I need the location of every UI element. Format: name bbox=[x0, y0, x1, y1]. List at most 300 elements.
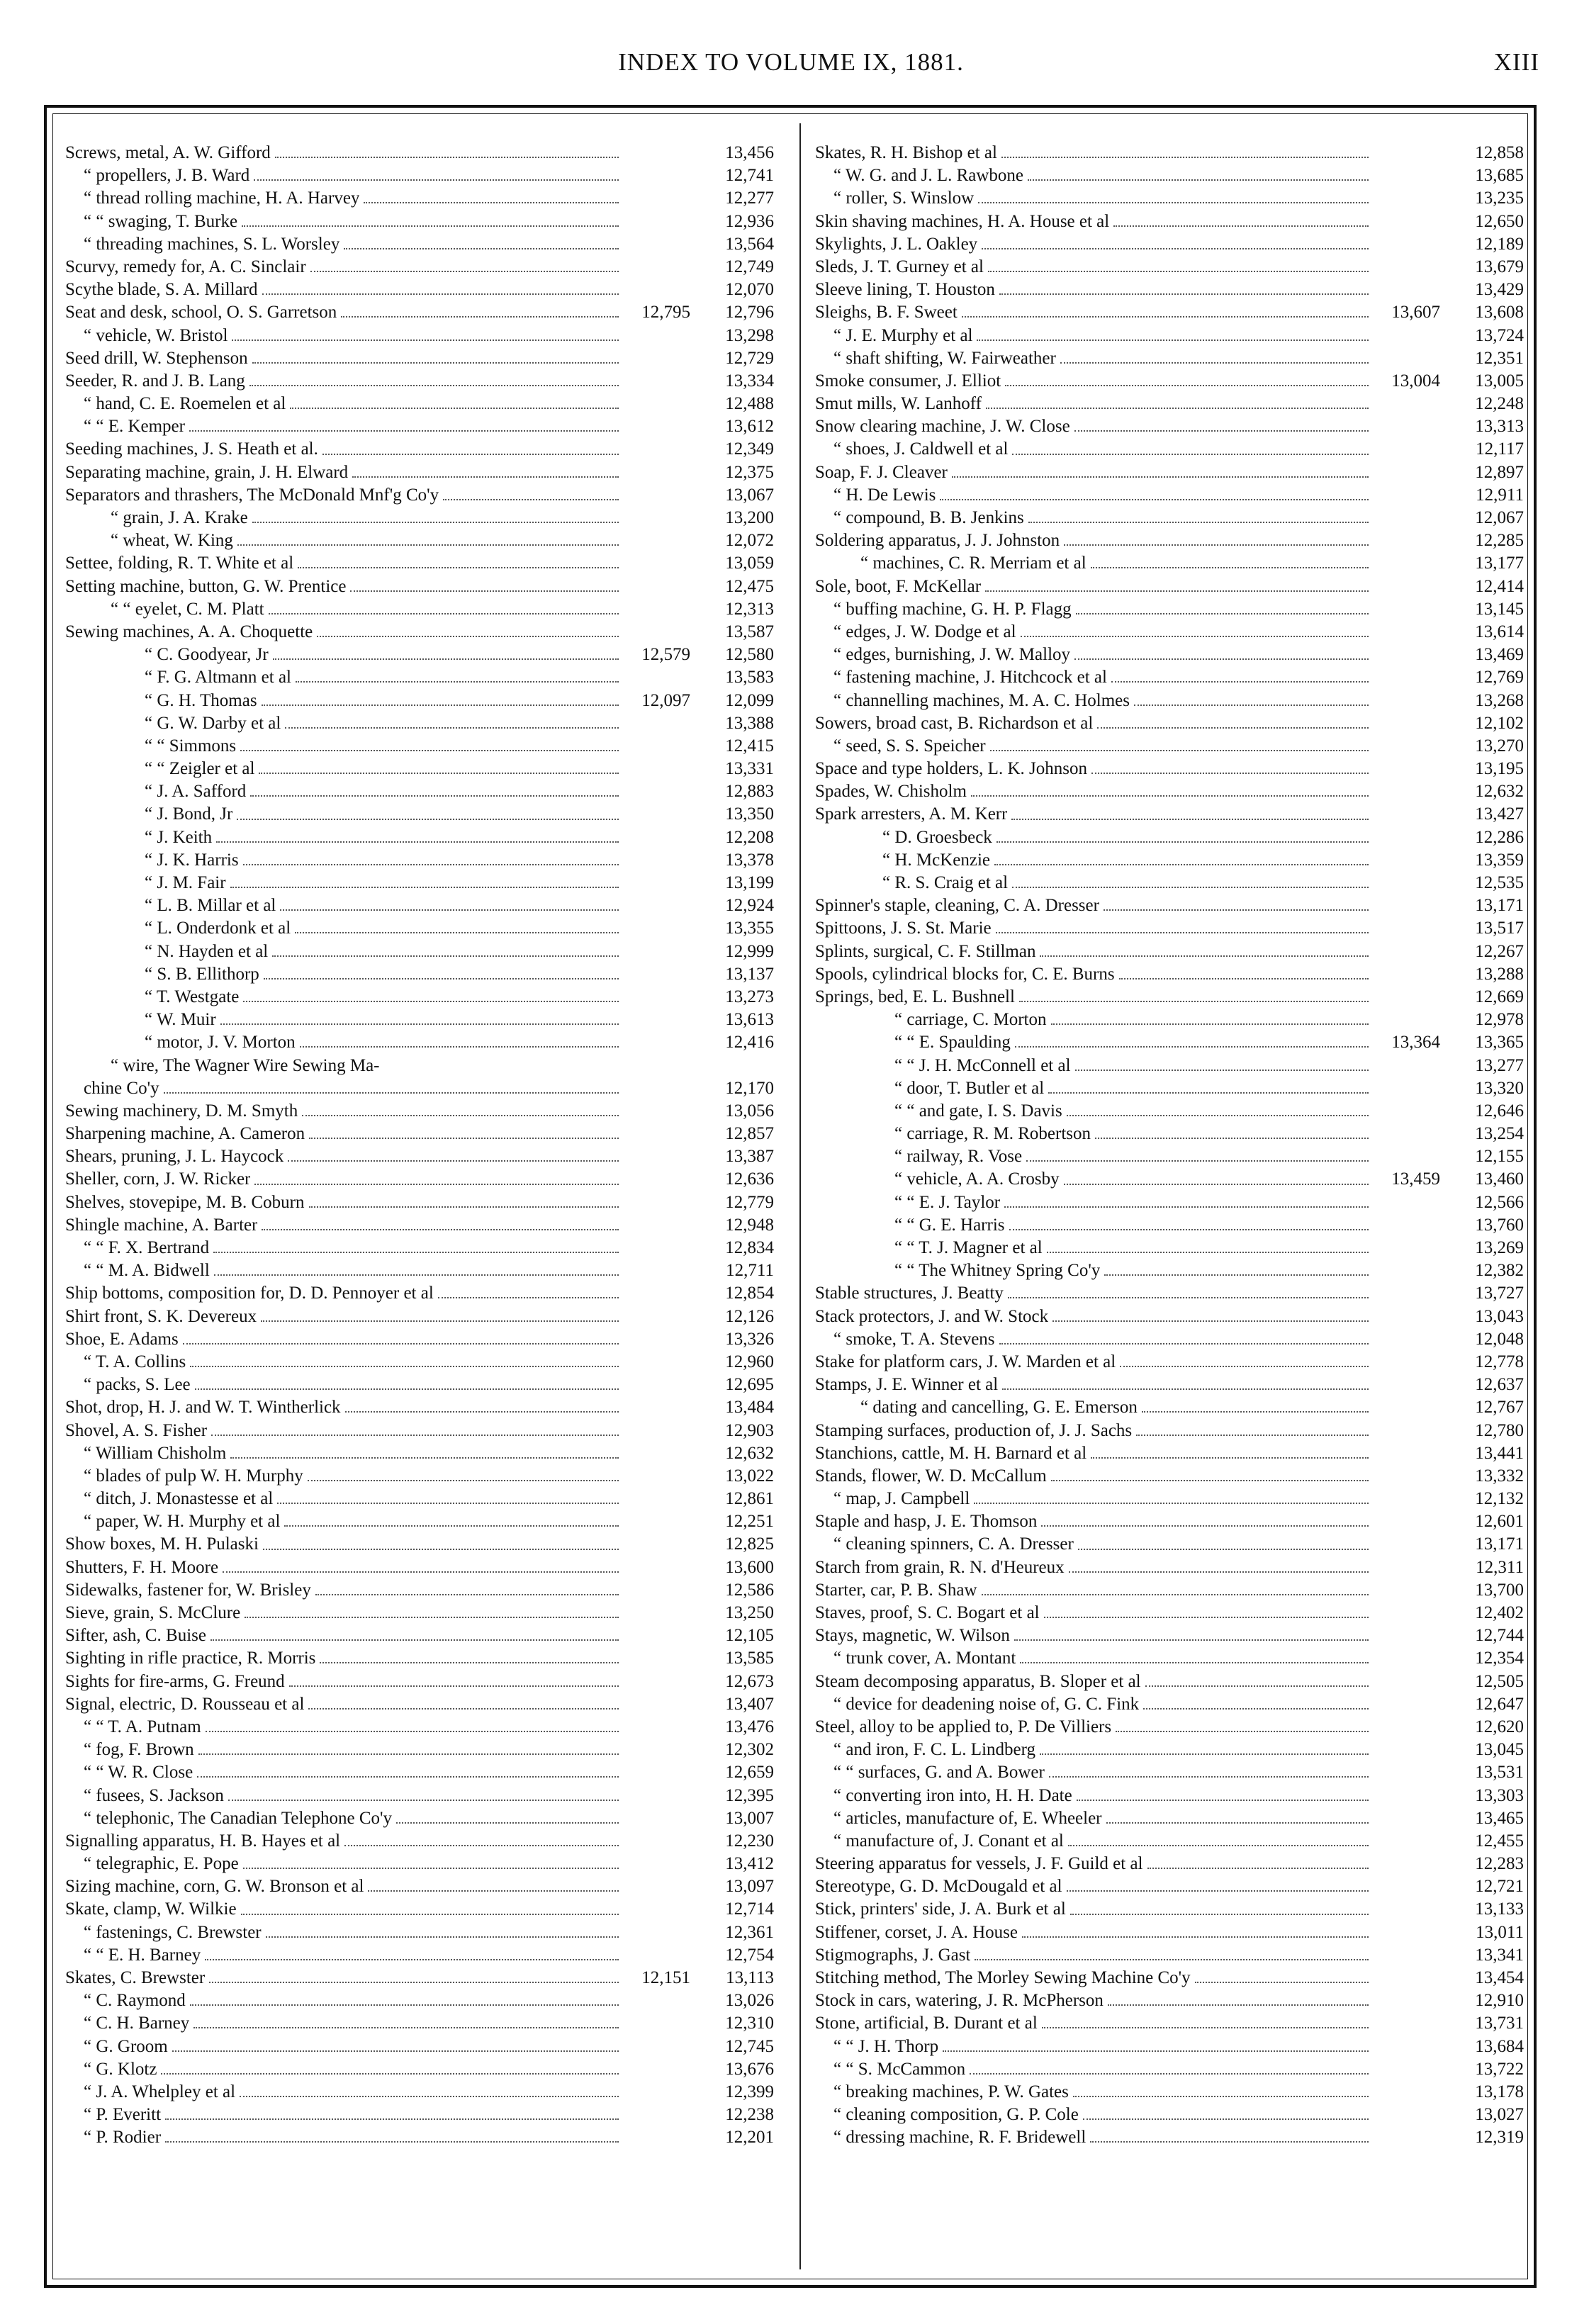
entry-patent-number: 12,189 bbox=[1475, 234, 1524, 254]
entry-text: “ fusees, S. Jackson bbox=[84, 1785, 224, 1805]
entry-text: Settee, folding, R. T. White et al bbox=[65, 554, 294, 573]
index-entry bbox=[65, 1785, 774, 1807]
dot-leader bbox=[1195, 1982, 1369, 1983]
index-entry bbox=[65, 393, 774, 415]
entry-patent-number: 12,310 bbox=[725, 2014, 774, 2033]
entry-patent-number: 12,695 bbox=[725, 1375, 774, 1395]
index-entry bbox=[815, 1420, 1524, 1442]
index-entry bbox=[65, 1693, 774, 1716]
entry-text: “ “ J. H. McConnell et al bbox=[894, 1055, 1071, 1075]
entry-text: “ paper, W. H. Murphy et al bbox=[84, 1512, 281, 1532]
entry-text: Stands, flower, W. D. McCallum bbox=[815, 1466, 1047, 1486]
entry-patent-number: 13,059 bbox=[725, 554, 774, 573]
entry-text: “ C. Goodyear, Jr bbox=[145, 645, 269, 665]
entry-text: “ packs, S. Lee bbox=[84, 1375, 191, 1395]
entry-patent-number: 12,230 bbox=[725, 1831, 774, 1851]
entry-text: Skates, C. Brewster bbox=[65, 1968, 206, 1987]
entry-patent-number: 12,102 bbox=[1475, 713, 1524, 733]
dot-leader bbox=[1075, 1070, 1369, 1071]
index-entry bbox=[815, 803, 1524, 826]
entry-patent-number: 12,414 bbox=[1475, 576, 1524, 596]
dot-leader bbox=[1074, 658, 1369, 660]
index-entry bbox=[65, 963, 774, 986]
dot-leader bbox=[262, 1229, 619, 1230]
dot-leader bbox=[1116, 1731, 1369, 1732]
entry-text: “ channelling machines, M. A. C. Holmes bbox=[833, 690, 1130, 710]
index-entry bbox=[65, 1944, 774, 1967]
entry-text: “ articles, manufacture of, E. Wheeler bbox=[833, 1808, 1102, 1828]
index-entry bbox=[815, 1830, 1524, 1853]
entry-text: “ carriage, R. M. Robertson bbox=[894, 1124, 1091, 1144]
entry-patent-number: 13,460 bbox=[1475, 1169, 1524, 1189]
entry-patent-number: 12,286 bbox=[1475, 827, 1524, 847]
entry-text: “ “ S. McCammon bbox=[833, 2059, 966, 2079]
entry-patent-number: 13,429 bbox=[1475, 280, 1524, 300]
entry-patent-number: 12,067 bbox=[1475, 508, 1524, 527]
entry-patent-number: 13,355 bbox=[725, 919, 774, 938]
index-entry bbox=[65, 415, 774, 438]
entry-patent-number: 12,351 bbox=[1475, 348, 1524, 368]
index-entry bbox=[65, 233, 774, 256]
entry-patent-number: 13,133 bbox=[1475, 1899, 1524, 1919]
entry-patent-number: 12,659 bbox=[725, 1763, 774, 1783]
dot-leader bbox=[982, 248, 1369, 249]
entry-text: “ C. H. Barney bbox=[84, 2014, 190, 2033]
dot-leader bbox=[1012, 887, 1369, 888]
entry-text: Separators and thrashers, The McDonald Mnf'g Co'y bbox=[65, 485, 439, 505]
dot-leader bbox=[161, 2073, 619, 2075]
index-entry bbox=[815, 2104, 1524, 2126]
dot-leader bbox=[1001, 157, 1369, 158]
entry-text: Shelves, stovepipe, M. B. Coburn bbox=[65, 1192, 305, 1212]
entry-patent-number: 13,608 bbox=[1475, 303, 1524, 322]
entry-text: “ compound, B. B. Jenkins bbox=[833, 508, 1024, 527]
dot-leader bbox=[364, 202, 619, 203]
dot-leader bbox=[1111, 681, 1369, 683]
entry-text: “ dating and cancelling, G. E. Emerson bbox=[860, 1398, 1138, 1418]
entry-alt-number: 13,364 bbox=[1391, 1033, 1440, 1052]
dot-leader bbox=[1022, 1936, 1369, 1938]
entry-alt-number: 12,795 bbox=[641, 303, 690, 322]
dot-leader bbox=[230, 1457, 619, 1459]
entry-text: “ manufacture of, J. Conant et al bbox=[833, 1831, 1064, 1851]
entry-patent-number: 13,760 bbox=[1475, 1215, 1524, 1235]
entry-patent-number: 13,465 bbox=[1475, 1808, 1524, 1828]
entry-text: Stigmographs, J. Gast bbox=[815, 1945, 971, 1965]
index-entry bbox=[815, 393, 1524, 415]
dot-leader bbox=[1106, 1822, 1369, 1824]
index-entry bbox=[815, 1031, 1524, 1054]
index-entry bbox=[815, 1556, 1524, 1579]
index-entry bbox=[815, 1237, 1524, 1259]
dot-leader bbox=[243, 1001, 619, 1002]
index-entry bbox=[65, 1351, 774, 1374]
entry-text: Sharpening machine, A. Cameron bbox=[65, 1124, 305, 1144]
index-entry bbox=[65, 1716, 774, 1739]
entry-text: “ shoes, J. Caldwell et al bbox=[833, 439, 1009, 459]
entry-patent-number: 12,416 bbox=[725, 1033, 774, 1052]
dot-leader bbox=[1015, 1046, 1369, 1048]
dot-leader bbox=[205, 1959, 619, 1960]
entry-text: Splints, surgical, C. F. Stillman bbox=[815, 941, 1036, 961]
entry-text: Stable structures, J. Beatty bbox=[815, 1284, 1004, 1303]
dot-leader bbox=[190, 2004, 619, 2006]
entry-patent-number: 12,402 bbox=[1475, 1603, 1524, 1622]
dot-leader bbox=[315, 1594, 619, 1595]
entry-text: “ “ The Whitney Spring Co'y bbox=[894, 1261, 1101, 1281]
entry-text: Skates, R. H. Bishop et al bbox=[815, 143, 997, 162]
entry-patent-number: 13,067 bbox=[725, 485, 774, 505]
index-entry bbox=[65, 1647, 774, 1670]
dot-leader bbox=[298, 567, 619, 568]
entry-text: Smoke consumer, J. Elliot bbox=[815, 371, 1001, 391]
entry-patent-number: 12,721 bbox=[1475, 1877, 1524, 1897]
index-entry bbox=[815, 1761, 1524, 1784]
index-entry bbox=[815, 438, 1524, 461]
entry-text: Sole, boot, F. McKellar bbox=[815, 576, 982, 596]
entry-patent-number: 12,048 bbox=[1475, 1329, 1524, 1349]
index-entry bbox=[65, 1168, 774, 1191]
entry-alt-number: 13,459 bbox=[1391, 1169, 1440, 1189]
entry-text: Skylights, J. L. Oakley bbox=[815, 234, 978, 254]
entry-patent-number: 13,273 bbox=[725, 987, 774, 1006]
entry-patent-number: 12,070 bbox=[725, 280, 774, 300]
entry-text: Stone, artificial, B. Durant et al bbox=[815, 2014, 1038, 2033]
entry-patent-number: 12,632 bbox=[1475, 782, 1524, 802]
dot-leader bbox=[1095, 1138, 1369, 1139]
dot-leader bbox=[252, 362, 619, 364]
index-entry bbox=[815, 1807, 1524, 1830]
index-entry bbox=[65, 1396, 774, 1419]
entry-patent-number: 12,488 bbox=[725, 394, 774, 414]
dot-leader bbox=[1008, 1297, 1369, 1298]
index-entry bbox=[815, 666, 1524, 689]
dot-leader bbox=[1067, 1890, 1369, 1892]
entry-text: “ shaft shifting, W. Fairweather bbox=[833, 348, 1056, 368]
entry-text: Setting machine, button, G. W. Prentice bbox=[65, 576, 347, 596]
entry-text: “ G. Groom bbox=[84, 2036, 168, 2056]
entry-patent-number: 13,270 bbox=[1475, 736, 1524, 756]
dot-leader bbox=[210, 1639, 619, 1641]
dot-leader bbox=[1048, 1092, 1369, 1094]
entry-patent-number: 12,754 bbox=[725, 1945, 774, 1965]
index-entry bbox=[65, 1830, 774, 1853]
entry-patent-number: 12,580 bbox=[725, 645, 774, 665]
index-entry bbox=[815, 1716, 1524, 1739]
entry-patent-number: 12,745 bbox=[725, 2036, 774, 2056]
entry-patent-number: 13,427 bbox=[1475, 804, 1524, 824]
index-entry bbox=[815, 1396, 1524, 1419]
index-entry bbox=[815, 1442, 1524, 1465]
entry-text: “ William Chisholm bbox=[84, 1443, 227, 1463]
index-entry bbox=[815, 325, 1524, 347]
entry-patent-number: 12,779 bbox=[725, 1192, 774, 1212]
entry-patent-number: 12,382 bbox=[1475, 1261, 1524, 1281]
entry-patent-number: 13,724 bbox=[1475, 325, 1524, 345]
dot-leader bbox=[1067, 1115, 1369, 1116]
index-entry bbox=[815, 301, 1524, 324]
entry-text: Separating machine, grain, J. H. Elward bbox=[65, 462, 349, 482]
entry-patent-number: 12,399 bbox=[725, 2082, 774, 2101]
column-divider bbox=[799, 123, 801, 2269]
entry-patent-number: 12,505 bbox=[1475, 1671, 1524, 1691]
index-entry bbox=[815, 1671, 1524, 1693]
entry-patent-number: 13,388 bbox=[725, 713, 774, 733]
entry-patent-number: 12,669 bbox=[1475, 987, 1524, 1006]
entry-text: Steam decomposing apparatus, B. Sloper et al bbox=[815, 1671, 1141, 1691]
index-entry bbox=[65, 1100, 774, 1123]
index-entry bbox=[815, 872, 1524, 894]
entry-text: “ “ E. Spaulding bbox=[894, 1033, 1011, 1052]
index-entry bbox=[815, 1282, 1524, 1305]
entry-text: Stanchions, cattle, M. H. Barnard et al bbox=[815, 1443, 1087, 1463]
dot-leader bbox=[273, 658, 619, 660]
entry-text: “ ditch, J. Monastesse et al bbox=[84, 1489, 274, 1509]
entry-patent-number: 13,587 bbox=[725, 622, 774, 641]
index-entry bbox=[65, 142, 774, 164]
dot-leader bbox=[1005, 385, 1369, 386]
entry-patent-number: 13,145 bbox=[1475, 599, 1524, 619]
index-entry bbox=[65, 917, 774, 940]
dot-leader bbox=[1091, 1457, 1369, 1459]
entry-patent-number: 13,011 bbox=[1476, 1922, 1524, 1942]
entry-text: “ cleaning spinners, C. A. Dresser bbox=[833, 1534, 1074, 1554]
dot-leader bbox=[977, 339, 1369, 341]
index-entry bbox=[65, 1967, 774, 1989]
index-entry bbox=[65, 644, 774, 666]
entry-patent-number: 13,313 bbox=[1475, 417, 1524, 437]
entry-alt-number: 12,097 bbox=[641, 690, 690, 710]
index-entry bbox=[815, 1306, 1524, 1328]
entry-text: “ J. Keith bbox=[145, 827, 213, 847]
dot-leader bbox=[940, 499, 1369, 500]
entry-text: Sowers, broad cast, B. Richardson et al bbox=[815, 713, 1094, 733]
entry-text: chine Co'y bbox=[84, 1078, 159, 1098]
entry-patent-number: 13,097 bbox=[725, 1877, 774, 1897]
dot-leader bbox=[1076, 613, 1369, 614]
entry-text: “ blades of pulp W. H. Murphy bbox=[84, 1466, 303, 1486]
dot-leader bbox=[1004, 1206, 1369, 1208]
dot-leader bbox=[1011, 819, 1369, 820]
entry-patent-number: 12,375 bbox=[725, 462, 774, 482]
index-entry bbox=[815, 507, 1524, 529]
entry-patent-number: 12,126 bbox=[725, 1306, 774, 1326]
dot-leader bbox=[165, 2118, 619, 2120]
entry-patent-number: 12,729 bbox=[725, 348, 774, 368]
entry-text: “ propellers, J. B. Ward bbox=[84, 166, 250, 186]
entry-patent-number: 13,365 bbox=[1475, 1033, 1524, 1052]
dot-leader bbox=[1083, 2118, 1369, 2120]
dot-leader bbox=[1134, 705, 1369, 706]
dot-leader bbox=[978, 202, 1369, 203]
index-entry bbox=[65, 1420, 774, 1442]
index-entry bbox=[65, 621, 774, 644]
dot-leader bbox=[1020, 1662, 1369, 1663]
dot-leader bbox=[1051, 1023, 1369, 1025]
dot-leader bbox=[189, 430, 619, 432]
entry-text: “ “ J. H. Thorp bbox=[833, 2036, 939, 2056]
index-entry bbox=[815, 1145, 1524, 1168]
entry-text: Snow clearing machine, J. W. Close bbox=[815, 417, 1070, 437]
entry-text: Shovel, A. S. Fisher bbox=[65, 1420, 208, 1440]
dot-leader bbox=[240, 2096, 619, 2097]
entry-patent-number: 12,155 bbox=[1475, 1147, 1524, 1167]
index-entry bbox=[65, 1214, 774, 1237]
entry-patent-number: 12,854 bbox=[725, 1284, 774, 1303]
entry-text: “ fastening machine, J. Hitchcock et al bbox=[833, 668, 1107, 687]
index-entry bbox=[65, 1921, 774, 1944]
dot-leader bbox=[254, 1184, 619, 1185]
entry-text: Stamps, J. E. Winner et al bbox=[815, 1375, 999, 1395]
dot-leader bbox=[962, 316, 1369, 318]
entry-patent-number: 13,679 bbox=[1475, 257, 1524, 276]
entry-text: “ buffing machine, G. H. P. Flagg bbox=[833, 599, 1072, 619]
index-entry bbox=[65, 2081, 774, 2104]
entry-patent-number: 13,005 bbox=[1475, 371, 1524, 391]
dot-leader bbox=[438, 1297, 619, 1298]
dot-leader bbox=[288, 1160, 619, 1162]
entry-text: “ T. A. Collins bbox=[84, 1352, 186, 1371]
entry-patent-number: 13,171 bbox=[1475, 896, 1524, 916]
index-entry bbox=[65, 1055, 774, 1077]
entry-patent-number: 12,673 bbox=[725, 1671, 774, 1691]
entry-patent-number: 13,303 bbox=[1475, 1785, 1524, 1805]
dot-leader bbox=[285, 727, 619, 729]
dot-leader bbox=[1142, 1411, 1369, 1413]
entry-patent-number: 12,978 bbox=[1475, 1010, 1524, 1030]
entry-text: Stack protectors, J. and W. Stock bbox=[815, 1306, 1049, 1326]
entry-patent-number: 12,099 bbox=[725, 690, 774, 710]
index-entry bbox=[65, 1989, 774, 2012]
dot-leader bbox=[1077, 1800, 1369, 1801]
entry-text: Sifter, ash, C. Buise bbox=[65, 1626, 206, 1646]
index-entry bbox=[65, 941, 774, 963]
entry-patent-number: 12,354 bbox=[1475, 1649, 1524, 1668]
entry-patent-number: 13,250 bbox=[725, 1603, 774, 1622]
entry-text: Shot, drop, H. J. and W. T. Wintherlick bbox=[65, 1398, 341, 1418]
entry-patent-number: 12,647 bbox=[1475, 1694, 1524, 1714]
index-entry bbox=[815, 164, 1524, 187]
dot-leader bbox=[308, 1708, 619, 1710]
dot-leader bbox=[1049, 1776, 1369, 1778]
index-entry bbox=[815, 1624, 1524, 1647]
dot-leader bbox=[172, 2050, 619, 2052]
entry-text: Soldering apparatus, J. J. Johnston bbox=[815, 531, 1060, 551]
index-entry bbox=[815, 210, 1524, 233]
dot-leader bbox=[308, 1480, 619, 1481]
entry-patent-number: 12,620 bbox=[1475, 1717, 1524, 1736]
index-entry bbox=[65, 758, 774, 780]
index-entry bbox=[65, 598, 774, 621]
entry-patent-number: 12,238 bbox=[725, 2105, 774, 2125]
entry-patent-number: 12,780 bbox=[1475, 1420, 1524, 1440]
entry-text: “ P. Rodier bbox=[84, 2128, 162, 2148]
dot-leader bbox=[1064, 544, 1369, 546]
page-number: XIII bbox=[1493, 48, 1539, 76]
entry-patent-number: 13,056 bbox=[725, 1101, 774, 1121]
entry-patent-number: 13,268 bbox=[1475, 690, 1524, 710]
index-entry bbox=[65, 529, 774, 552]
dot-leader bbox=[296, 681, 619, 683]
entry-text: “ fastenings, C. Brewster bbox=[84, 1922, 262, 1942]
dot-leader bbox=[290, 408, 619, 409]
index-entry bbox=[65, 438, 774, 461]
entry-text: “ H. McKenzie bbox=[882, 850, 991, 870]
index-entry bbox=[815, 1168, 1524, 1191]
entry-patent-number: 13,269 bbox=[1475, 1238, 1524, 1257]
entry-patent-number: 13,441 bbox=[1475, 1443, 1524, 1463]
entry-patent-number: 13,731 bbox=[1475, 2014, 1524, 2033]
entry-text: “ “ surfaces, G. and A. Bower bbox=[833, 1763, 1045, 1783]
entry-patent-number: 12,999 bbox=[725, 941, 774, 961]
entry-patent-number: 13,378 bbox=[725, 850, 774, 870]
entry-text: Stays, magnetic, W. Wilson bbox=[815, 1626, 1010, 1646]
index-entry bbox=[815, 347, 1524, 370]
index-entry bbox=[815, 484, 1524, 507]
entry-text: Space and type holders, L. K. Johnson bbox=[815, 759, 1087, 779]
entry-text: “ D. Groesbeck bbox=[882, 827, 992, 847]
index-entry bbox=[815, 963, 1524, 986]
dot-leader bbox=[277, 1503, 619, 1504]
index-entry bbox=[815, 849, 1524, 872]
dot-leader bbox=[300, 1046, 619, 1048]
entry-text: “ G. Klotz bbox=[84, 2059, 157, 2079]
entry-patent-number: 12,834 bbox=[725, 1238, 774, 1257]
entry-patent-number: 13,676 bbox=[725, 2059, 774, 2079]
index-entry bbox=[815, 233, 1524, 256]
dot-leader bbox=[262, 705, 619, 706]
index-entry bbox=[815, 529, 1524, 552]
dot-leader bbox=[1136, 1435, 1369, 1436]
entry-text: “ fog, F. Brown bbox=[84, 1740, 194, 1760]
dot-leader bbox=[1009, 1229, 1369, 1230]
entry-patent-number: 13,456 bbox=[725, 143, 774, 162]
dot-leader bbox=[986, 408, 1369, 409]
dot-leader bbox=[289, 1685, 619, 1687]
entry-patent-number: 12,903 bbox=[725, 1420, 774, 1440]
dot-leader bbox=[1019, 1001, 1369, 1002]
entry-text: Steel, alloy to be applied to, P. De Villiers bbox=[815, 1717, 1112, 1736]
entry-patent-number: 12,924 bbox=[725, 896, 774, 916]
index-entry bbox=[815, 690, 1524, 712]
entry-text: Smut mills, W. Lanhoff bbox=[815, 394, 982, 414]
entry-text: “ “ E. H. Barney bbox=[84, 1945, 201, 1965]
dot-leader bbox=[214, 1274, 619, 1276]
entry-text: Shirt front, S. K. Devereux bbox=[65, 1306, 257, 1326]
index-entry bbox=[65, 2036, 774, 2058]
index-entry bbox=[815, 1488, 1524, 1510]
index-entry bbox=[65, 1123, 774, 1145]
dot-leader bbox=[198, 1753, 619, 1755]
entry-text: “ H. De Lewis bbox=[833, 485, 936, 505]
dot-leader bbox=[1104, 909, 1369, 911]
entry-text: Stock in cars, watering, J. R. McPherson bbox=[815, 1991, 1104, 2011]
entry-patent-number: 12,285 bbox=[1475, 531, 1524, 551]
entry-patent-number: 13,727 bbox=[1475, 1284, 1524, 1303]
dot-leader bbox=[1074, 430, 1369, 432]
entry-text: “ map, J. Campbell bbox=[833, 1489, 970, 1509]
dot-leader bbox=[242, 225, 619, 227]
dot-leader bbox=[211, 1435, 619, 1436]
entry-patent-number: 12,601 bbox=[1475, 1512, 1524, 1532]
entry-text: “ carriage, C. Morton bbox=[894, 1010, 1047, 1030]
entry-patent-number: 12,267 bbox=[1475, 941, 1524, 961]
entry-patent-number: 13,043 bbox=[1475, 1306, 1524, 1326]
entry-text: Shears, pruning, J. L. Haycock bbox=[65, 1147, 284, 1167]
entry-patent-number: 12,170 bbox=[725, 1078, 774, 1098]
entry-patent-number: 12,251 bbox=[725, 1512, 774, 1532]
dot-leader bbox=[220, 1023, 619, 1025]
